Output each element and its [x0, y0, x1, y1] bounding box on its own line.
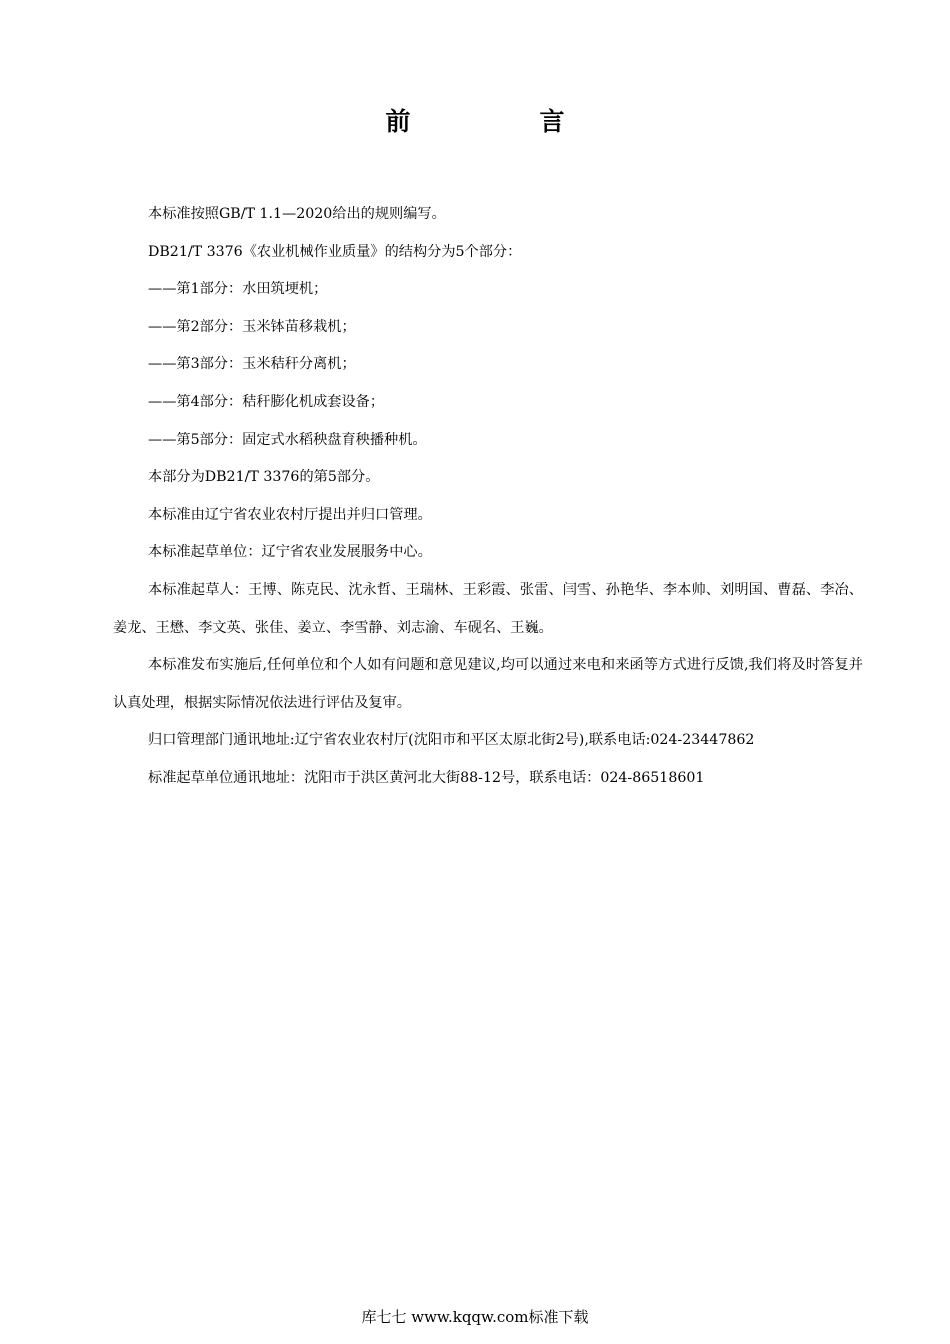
list-item-part-3: ——第3部分：玉米秸秆分离机；	[148, 356, 356, 373]
paragraph-this-part: 本部分为DB21/T 3376的第5部分。	[148, 469, 380, 486]
paragraph-drafters: 本标准起草人：王博、陈克民、沈永哲、王瑞林、王彩霞、张雷、闫雪、孙艳华、李本帅、刘明国、曹磊、李冶、姜龙、王懋、李文英、张佳、姜立、李雪静、刘志渝、车砚名、王巍。	[113, 581, 863, 636]
paragraph-feedback: 本标准发布实施后,任何单位和个人如有问题和意见建议,均可以通过来电和来函等方式进行反馈,我们将及时答复并认真处理，根据实际情况依法进行评估及复审。	[113, 657, 863, 711]
paragraph-drafting-rules: 本标准按照GB/T 1.1—2020给出的规则编写。	[148, 206, 446, 222]
paragraph-structure-intro: DB21/T 3376《农业机械作业质量》的结构分为5个部分：	[148, 243, 522, 260]
list-item-part-1: ——第1部分：水田筑埂机；	[148, 281, 328, 298]
list-item-part-4: ——第4部分：秸秆膨化机成套设备；	[148, 393, 385, 410]
paragraph-drafter-address: 标准起草单位通讯地址：沈阳市于洪区黄河北大街88-12号，联系电话：024-86518601	[148, 769, 705, 786]
paragraph-authority-address: 归口管理部门通讯地址:辽宁省农业农村厅(沈阳市和平区太原北街2号),联系电话:024-23447862	[148, 732, 755, 749]
paragraph-drafting-unit: 本标准起草单位：辽宁省农业发展服务中心。	[148, 544, 432, 561]
list-item-part-2: ——第2部分：玉米钵苗移栽机；	[148, 318, 356, 335]
footer-watermark: 库七七 www.kqqw.com标准下载	[361, 1308, 589, 1326]
page-title: 前 言	[385, 107, 617, 136]
list-item-part-5: ——第5部分：固定式水稻秧盘育秧播种机。	[148, 431, 427, 448]
foreword-body	[113, 196, 863, 798]
paragraph-proposer: 本标准由辽宁省农业农村厅提出并归口管理。	[148, 506, 432, 523]
